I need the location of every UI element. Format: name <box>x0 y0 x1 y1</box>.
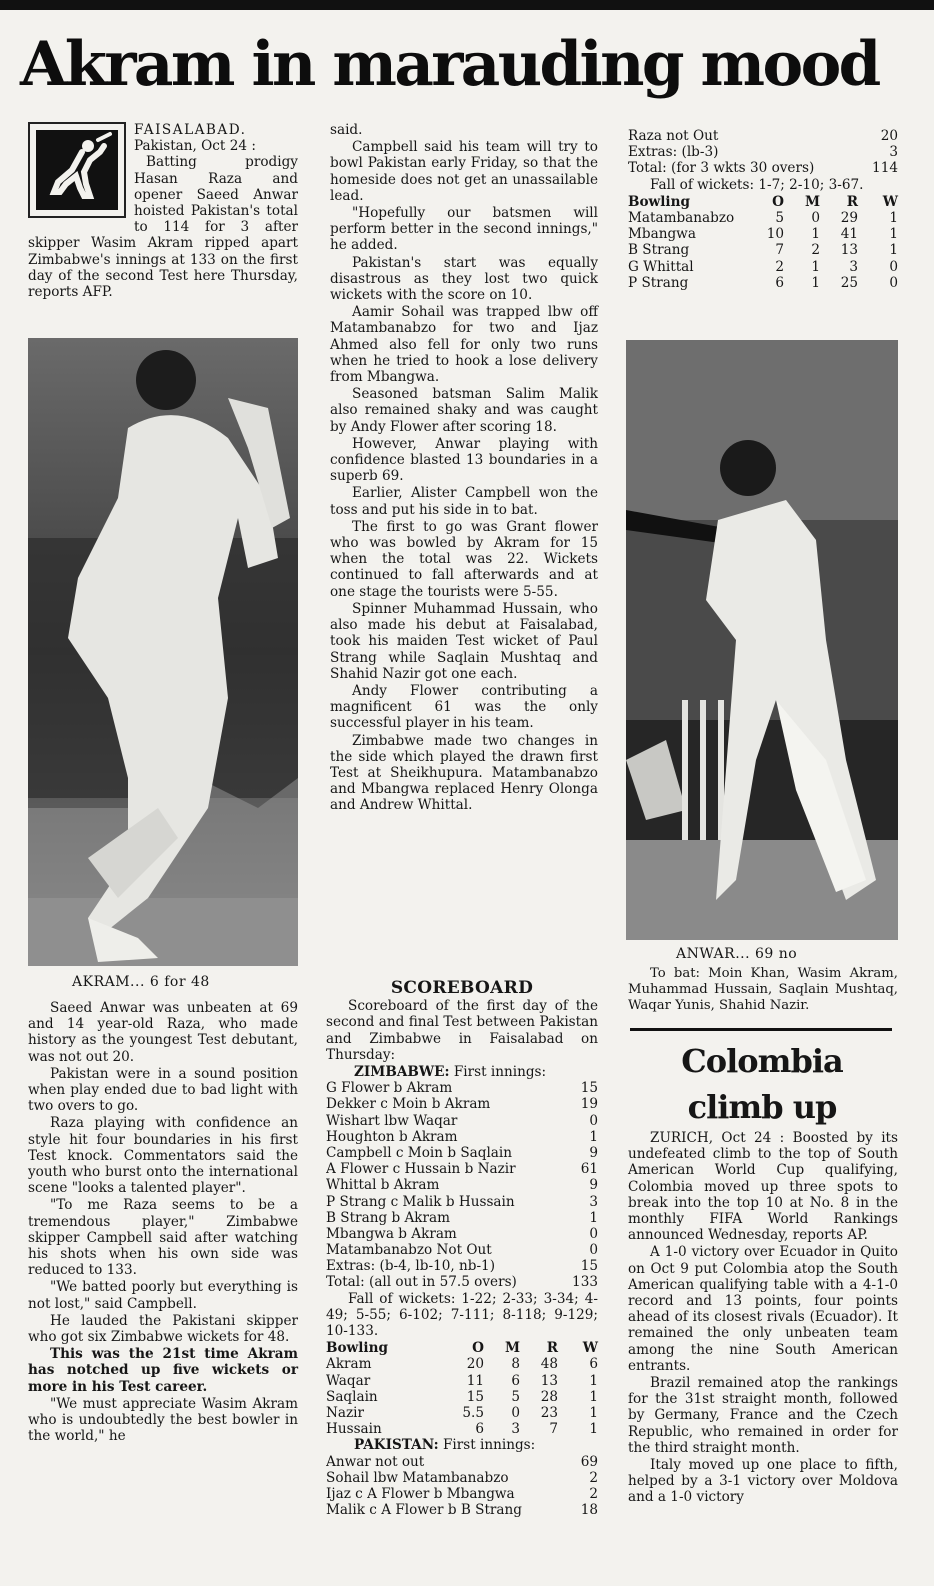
bowling-row <box>628 242 898 258</box>
anwar-caption: ANWAR... 69 no <box>676 946 798 962</box>
batsman-name: Houghton b Akram <box>326 1128 458 1145</box>
maidens: 1 <box>811 258 820 275</box>
overs-header: O <box>772 193 784 210</box>
bowling-row <box>326 1373 598 1389</box>
batsman-runs: 2 <box>589 1469 598 1486</box>
batting-row <box>326 1258 598 1274</box>
batsman-name: Anwar not out <box>326 1453 425 1470</box>
overs: 5 <box>775 209 784 226</box>
bowling-row <box>326 1421 598 1437</box>
batsman-icon <box>36 130 118 210</box>
overs: 6 <box>775 274 784 291</box>
batsman-runs: 20 <box>880 128 898 144</box>
batting-row <box>326 1145 598 1161</box>
zimbabwe-fall-of-wickets: Fall of wickets: 1-22; 2-33; 3-34; 4-49; 5-55; 6-102; 7-111; 8-118; 9-129; 10-133. <box>326 1290 598 1340</box>
maidens: 1 <box>811 226 820 243</box>
column-3-scoreboard <box>628 128 898 291</box>
batting-row <box>326 1113 598 1129</box>
col1-paragraph: He lauded the Pakistani skipper who got six Zimbabwe wickets for 48. <box>28 1312 298 1346</box>
scoreboard-intro: Scoreboard of the first day of the second and final Test between Pakistan and Zimbabwe in Faisalabad on Thursday: <box>326 998 598 1063</box>
bowler-name: Hussain <box>326 1421 382 1438</box>
bowling-row <box>628 210 898 226</box>
colombia-paragraph: ZURICH, Oct 24 : Boosted by its undefeated climb to the top of South American World Cup qualifying, Colombia moved up three spots to break into the top 10 at No. 8 in the monthly FIFA World Rankings announced Wednesday, reports AP. <box>628 1130 898 1244</box>
batting-row <box>628 144 898 160</box>
bowling-row <box>326 1405 598 1421</box>
maidens: 0 <box>511 1405 520 1422</box>
pakistan-bowling-list <box>326 1356 598 1437</box>
headline: Akram in marauding mood <box>20 29 879 100</box>
batsman-name: Total: (all out in 57.5 overs) <box>326 1274 517 1291</box>
runs-conceded: 23 <box>540 1405 558 1422</box>
batsman-runs: 0 <box>589 1225 598 1242</box>
batsman-name: P Strang c Malik b Hussain <box>326 1193 515 1210</box>
batting-row <box>326 1194 598 1210</box>
col2-paragraph: Earlier, Alister Campbell won the toss and put his side in to bat. <box>330 485 598 518</box>
batting-row <box>326 1210 598 1226</box>
runs-conceded: 3 <box>849 258 858 275</box>
bowler-name: P Strang <box>628 274 689 291</box>
col2-paragraph: However, Anwar playing with confidence blasted 13 boundaries in a superb 69. <box>330 435 598 485</box>
lead-paragraph: Batting prodigy Hasan Raza and opener Saeed Anwar hoisted Pakistan's total to 114 for 3 after skipper Wasim Akram ripped apart Zimbabwe's innings at 133 on the first day of the second Test here Thursday, reports AFP. <box>28 154 298 301</box>
batting-row <box>326 1454 598 1470</box>
batsman-runs: 19 <box>580 1096 598 1113</box>
batsman-name: Mbangwa b Akram <box>326 1225 457 1242</box>
bowling-header-2 <box>628 194 898 210</box>
bowling-row <box>628 226 898 242</box>
batting-row <box>326 1177 598 1193</box>
maidens: 2 <box>811 242 820 259</box>
colombia-headline-line1: Colombia <box>681 1042 843 1080</box>
runs-conceded: 29 <box>840 209 858 226</box>
col2-paragraph: Pakistan's start was equally disastrous as they lost two quick wickets with the score on 10. <box>330 254 598 304</box>
runs-conceded: 48 <box>540 1356 558 1373</box>
batsman-name: Total: (for 3 wkts 30 overs) <box>628 160 815 177</box>
batsman-runs: 114 <box>872 160 898 177</box>
column-1-top <box>28 122 298 301</box>
col2-paragraph: Andy Flower contributing a magnificent 61 was the only successful player in his team. <box>330 682 598 732</box>
top-rule <box>0 0 934 10</box>
bowling-label: Bowling <box>628 193 690 210</box>
batsman-name: Dekker c Moin b Akram <box>326 1096 491 1113</box>
colombia-headline-line2: climb up <box>687 1088 837 1126</box>
batsman-name: Wishart lbw Waqar <box>326 1112 458 1129</box>
runs-conceded: 7 <box>549 1421 558 1438</box>
overs: 11 <box>466 1372 484 1389</box>
wickets: 1 <box>889 226 898 243</box>
batsman-name: Matambanabzo Not Out <box>326 1242 492 1259</box>
wickets: 1 <box>889 209 898 226</box>
wickets: 6 <box>589 1356 598 1373</box>
scoreboard-title: SCOREBOARD <box>390 978 534 998</box>
dateline-rest: Pakistan, Oct 24 : <box>134 138 256 155</box>
to-bat-note <box>628 966 898 1016</box>
bowler-name: B Strang <box>628 242 690 259</box>
pakistan-team-label: PAKISTAN: <box>354 1437 439 1454</box>
batsman-name: Campbell c Moin b Saqlain <box>326 1144 513 1161</box>
bowling-row <box>628 259 898 275</box>
col1-paragraph: "To me Raza seems to be a tremendous player," Zimbabwe skipper Campbell said after watching his shots when his own side was reduced to 133. <box>28 1197 298 1279</box>
maidens: 8 <box>511 1356 520 1373</box>
maidens: 0 <box>811 209 820 226</box>
column-1-bottom <box>28 1000 298 1445</box>
zimbabwe-innings-label: First innings: <box>453 1064 547 1081</box>
akram-photo <box>28 338 298 966</box>
batsman-runs: 0 <box>589 1242 598 1259</box>
batting-row <box>326 1242 598 1258</box>
batting-row <box>326 1470 598 1486</box>
wickets: 1 <box>589 1372 598 1389</box>
maidens: 3 <box>511 1421 520 1438</box>
wickets: 1 <box>889 242 898 259</box>
maidens-header: M <box>504 1340 520 1357</box>
overs: 6 <box>475 1421 484 1438</box>
batsman-name: Raza not Out <box>628 128 719 144</box>
runs-conceded: 41 <box>840 226 858 243</box>
pakistan-innings-label: First innings: <box>442 1437 536 1454</box>
col2-paragraph: "Hopefully our batsmen will perform better in the second innings," he added. <box>330 205 598 254</box>
batting-row <box>326 1161 598 1177</box>
runs-conceded: 25 <box>840 274 858 291</box>
zimbabwe-team-label: ZIMBABWE: <box>354 1064 450 1081</box>
zimbabwe-bowling-list <box>628 210 898 291</box>
maidens: 6 <box>511 1372 520 1389</box>
batsman-name: Whittal b Akram <box>326 1177 440 1194</box>
cricket-logo <box>28 122 126 218</box>
maidens: 5 <box>511 1388 520 1405</box>
bowling-row <box>326 1356 598 1372</box>
col2-paragraph: Zimbabwe made two changes in the side which played the drawn first Test at Sheikhupura. Matambanabzo and Mbangwa replaced Henry Olonga and Andrew Whittal. <box>330 732 598 814</box>
wickets: 1 <box>589 1405 598 1422</box>
batsman-runs: 15 <box>580 1258 598 1275</box>
colombia-paragraph: Brazil remained atop the rankings for the 31st straight month, followed by Germany, France and the Czech Republic, who remained in order for the third straight month. <box>628 1375 898 1456</box>
batsman-runs: 18 <box>580 1502 598 1519</box>
bowler-name: Akram <box>326 1356 372 1373</box>
batsman-name: Malik c A Flower b B Strang <box>326 1502 522 1519</box>
colombia-headline <box>632 1038 892 1130</box>
batsman-runs: 61 <box>580 1161 598 1178</box>
zimbabwe-innings-heading <box>326 1064 598 1080</box>
batsman-name: Sohail lbw Matambanabzo <box>326 1469 509 1486</box>
anwar-photo <box>626 340 898 940</box>
batsman-name: B Strang b Akram <box>326 1209 451 1226</box>
scoreboard <box>326 978 598 1518</box>
overs: 15 <box>466 1388 484 1405</box>
zimbabwe-batting-list <box>326 1080 598 1290</box>
col1-paragraph: Raza playing with confidence an style hit four boundaries in his first Test knock. Commentators said the youth who burst onto the international scene "looks a talented player". <box>28 1115 298 1197</box>
col1-last-paragraph: "We must appreciate Wasim Akram who is undoubtedly the best bowler in the world," he <box>28 1395 298 1445</box>
batsman-runs: 133 <box>572 1274 598 1291</box>
overs: 7 <box>775 242 784 259</box>
maidens: 1 <box>811 274 820 291</box>
col1-paragraph: Pakistan were in a sound position when play ended due to bad light with two overs to go. <box>28 1065 298 1115</box>
bowler-name: Waqar <box>326 1372 371 1389</box>
batsman-name: G Flower b Akram <box>326 1080 453 1097</box>
col1-paragraph: "We batted poorly but everything is not lost," said Campbell. <box>28 1279 298 1312</box>
batting-row <box>326 1129 598 1145</box>
runs-header: R <box>546 1340 558 1357</box>
pakistan-batting-list <box>326 1454 598 1519</box>
col2-paragraph: Seasoned batsman Salim Malik also remained shaky and was caught by Andy Flower after scoring 18. <box>330 386 598 435</box>
pakistan-innings-heading <box>326 1437 598 1453</box>
col2-paragraph: Spinner Muhammad Hussain, who also made his debut at Faisalabad, took his maiden Test wicket of Paul Strang while Saqlain Mushtaq and Shahid Nazir got one each. <box>330 600 598 682</box>
batsman-runs: 2 <box>589 1485 598 1502</box>
col2-paragraph: Campbell said his team will try to bowl Pakistan early Friday, so that the homeside does not get an unassailable lead. <box>330 139 598 204</box>
wickets: 1 <box>589 1421 598 1438</box>
bowling-row <box>326 1389 598 1405</box>
colombia-rule <box>630 1028 892 1031</box>
batsman-runs: 1 <box>589 1128 598 1145</box>
colombia-story <box>628 1130 898 1507</box>
to-bat-text: To bat: Moin Khan, Wasim Akram, Muhammad Hussain, Saqlain Mushtaq, Waqar Yunis, Shahid Nazir. <box>628 966 898 1014</box>
col2-paragraph: said. <box>330 122 363 138</box>
batting-row <box>326 1096 598 1112</box>
bowler-name: Matambanabzo <box>628 209 735 226</box>
col1-bold-paragraph: This was the 21st time Akram has notched up five wickets or more in his Test career. <box>28 1346 298 1395</box>
pakistan-batting-continued <box>628 128 898 177</box>
batsman-runs: 1 <box>589 1209 598 1226</box>
batting-row <box>326 1502 598 1518</box>
batsman-name: Ijaz c A Flower b Mbangwa <box>326 1485 515 1502</box>
bowler-name: G Whittal <box>628 258 694 275</box>
batsman-runs: 9 <box>589 1144 598 1161</box>
wickets: 1 <box>589 1388 598 1405</box>
maidens-header: M <box>804 193 820 210</box>
overs: 2 <box>775 258 784 275</box>
akram-caption: AKRAM... 6 for 48 <box>72 974 210 990</box>
colombia-paragraph: Italy moved up one place to fifth, helped by a 3-1 victory over Moldova and a 1-0 victory <box>628 1457 898 1506</box>
bowler-name: Saqlain <box>326 1388 378 1405</box>
batsman-runs: 69 <box>580 1453 598 1470</box>
col2-paragraph: The first to go was Grant flower who was bowled by Akram for 15 when the total was 22. Wickets continued to fall afterwards and at one stage the tourists were 5-55. <box>330 518 598 600</box>
batting-row <box>326 1080 598 1096</box>
batsman-name: Extras: (b-4, lb-10, nb-1) <box>326 1258 496 1275</box>
col1-paragraph: Saeed Anwar was unbeaten at 69 and 14 year-old Raza, who made history as the youngest Test debutant, was not out 20. <box>28 1000 298 1065</box>
runs-conceded: 13 <box>840 242 858 259</box>
overs-header: O <box>472 1340 484 1357</box>
col2-paragraph: Aamir Sohail was trapped lbw off Matambanabzo for two and Ijaz Ahmed also fell for only two runs when he tried to hook a lose delivery from Mbangwa. <box>330 304 598 386</box>
bowler-name: Nazir <box>326 1405 365 1422</box>
bowling-label: Bowling <box>326 1340 388 1357</box>
batsman-name: Extras: (lb-3) <box>628 144 719 161</box>
batsman-runs: 0 <box>589 1112 598 1129</box>
wickets: 0 <box>889 274 898 291</box>
batsman-runs: 3 <box>889 144 898 161</box>
bowling-row <box>628 275 898 291</box>
wickets-header: W <box>582 1340 598 1357</box>
dateline-city: FAISALABAD. <box>134 122 247 138</box>
batsman-runs: 15 <box>580 1080 598 1097</box>
bowling-header <box>326 1340 598 1356</box>
colombia-paragraph: A 1-0 victory over Ecuador in Quito on Oct 9 put Colombia atop the South American qualifying table with a 4-1-0 record and 13 points, four points ahead of its closest rivals (Ecuador). It remained the only unbeaten team among the nine South American entrants. <box>628 1244 898 1374</box>
batting-row <box>628 128 898 144</box>
batsman-name: A Flower c Hussain b Nazir <box>326 1161 516 1178</box>
batting-row <box>326 1226 598 1242</box>
wickets: 0 <box>889 258 898 275</box>
runs-header: R <box>846 193 858 210</box>
runs-conceded: 28 <box>540 1388 558 1405</box>
wickets-header: W <box>882 193 898 210</box>
batting-row <box>326 1486 598 1502</box>
pakistan-fall-of-wickets: Fall of wickets: 1-7; 2-10; 3-67. <box>650 176 864 193</box>
overs: 20 <box>466 1356 484 1373</box>
runs-conceded: 13 <box>540 1372 558 1389</box>
bowler-name: Mbangwa <box>628 226 696 243</box>
overs: 5.5 <box>462 1405 484 1422</box>
column-2-story <box>330 122 598 815</box>
batsman-runs: 3 <box>589 1193 598 1210</box>
batting-row <box>628 160 898 176</box>
batsman-runs: 9 <box>589 1177 598 1194</box>
overs: 10 <box>766 226 784 243</box>
batting-row <box>326 1274 598 1290</box>
